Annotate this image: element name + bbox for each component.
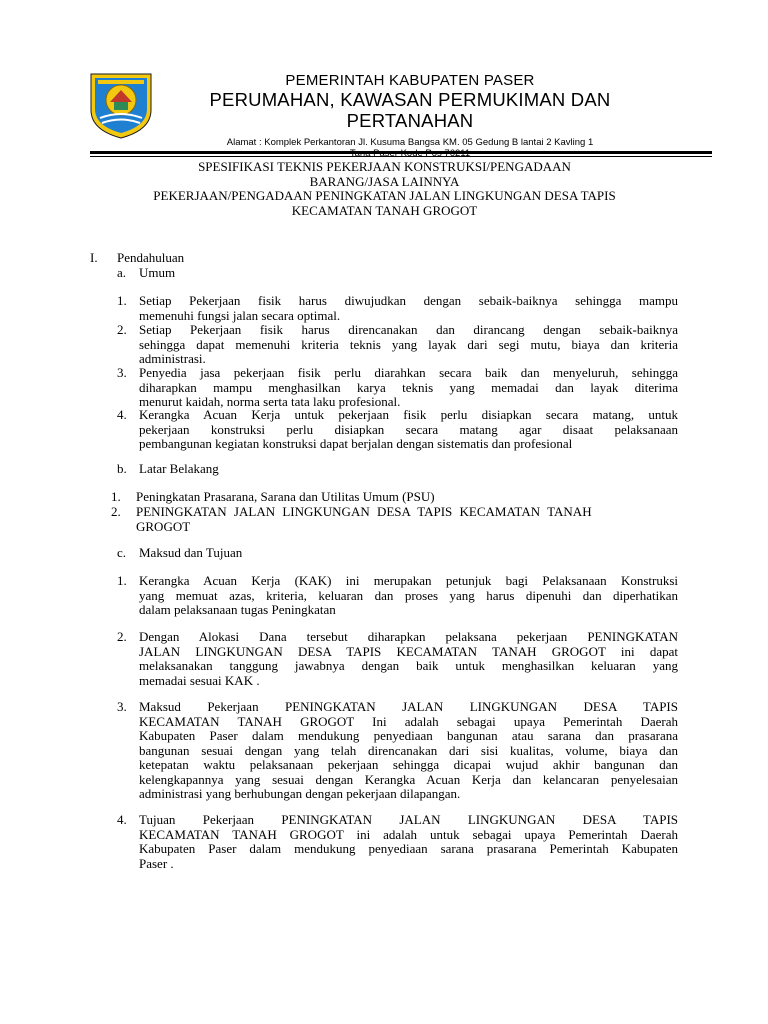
- item-number: 1.: [117, 573, 127, 588]
- item-line: Penyedia jasa pekerjaan fisik perlu diarahkan secara baik dan menyeluruh, sehingga: [139, 365, 678, 380]
- list-item: [139, 700, 678, 802]
- address-line1: Alamat : Komplek Perkantoran Jl. Kusuma Bangsa KM. 05 Gedung B lantai 2 Kavling 1: [226, 137, 594, 148]
- item-number: 4.: [117, 407, 127, 422]
- letterhead-rule-thin: [90, 156, 712, 157]
- section-title: Pendahuluan: [117, 250, 185, 265]
- subsection-a-label: a.: [117, 265, 127, 280]
- list-item: [139, 813, 678, 871]
- title-line1: SPESIFIKASI TEKNIS PEKERJAAN KONSTRUKSI/PENGADAAN: [198, 159, 571, 174]
- item-line: KECAMATAN TANAH GROGOT Ini adalah sebagai upaya Pemerintah Daerah: [139, 713, 678, 729]
- item-line: Paser .: [139, 855, 174, 871]
- item-line: yang memuat azas, kriteria, keluaran dan proses yang harus dipenuhi dan diperhatikan: [139, 587, 678, 603]
- item-line: GROGOT: [136, 518, 191, 534]
- item-line: KECAMATAN TANAH GROGOT ini adalah untuk sebagai upaya Pemerintah Daerah: [139, 826, 678, 842]
- list-item: [139, 574, 678, 618]
- item-line: Kabupaten Paser dalam mendukung penyediaan bangunan atau sarana dan prasarana: [139, 728, 678, 743]
- item-line: Peningkatan Prasarana, Sarana dan Utilitas Umum (PSU): [136, 489, 435, 504]
- document-title: [92, 160, 677, 218]
- item-line: menurut kaidah, norma serta tata laku profesional.: [139, 394, 401, 409]
- letterhead: [170, 72, 650, 159]
- subsection-b-label: b.: [117, 461, 127, 476]
- item-line: Dengan Alokasi Dana tersebut diharapkan pelaksana pekerjaan PENINGKATAN: [139, 629, 678, 644]
- item-number: 2.: [117, 629, 127, 644]
- title-line4: KECAMATAN TANAH GROGOT: [291, 202, 478, 218]
- item-line: administrasi yang berhubungan dengan pekerjaan dilapangan.: [139, 786, 461, 801]
- item-line: dalam pelaksanaan tugas Peningkatan: [139, 602, 336, 617]
- letterhead-rule-thick: [90, 151, 712, 154]
- item-line: melaksanakan tanggung jawabnya dengan baik untuk menghasilkan keluaran yang: [139, 658, 678, 673]
- item-line: Kabupaten Paser dalam mendukung penyediaan sarana prasarana Pemerintah Kabupaten: [139, 841, 678, 856]
- item-line: Kerangka Acuan Kerja untuk pekerjaan fisik perlu disiapkan secara matang, untuk: [139, 407, 678, 422]
- org-name-line2: PERUMAHAN, KAWASAN PERMUKIMAN DAN: [209, 89, 611, 110]
- item-line: sehingga dapat memenuhi kriteria teknis yang layak dari segi mutu, biaya dan kriteria: [139, 336, 678, 352]
- org-name-line1: PEMERINTAH KABUPATEN PASER: [285, 72, 535, 89]
- item-number: 1.: [111, 489, 121, 504]
- item-line: memadai sesuai KAK .: [139, 672, 260, 688]
- list-item: [139, 294, 678, 323]
- org-name-line3: PERTANAHAN: [346, 110, 474, 131]
- item-number: 2.: [117, 322, 127, 337]
- list-item: [139, 630, 678, 688]
- subsection-b-title: Latar Belakang: [139, 461, 219, 476]
- subsection-c-label: c.: [117, 545, 127, 560]
- list-item: [136, 505, 678, 534]
- item-line: Setiap Pekerjaan fisik harus direncanakan dan dirancang dengan sebaik-baiknya: [139, 322, 678, 337]
- list-item: [139, 323, 678, 367]
- regency-coat-of-arms-icon: [88, 70, 154, 140]
- section-number: I.: [90, 250, 98, 265]
- item-line: Maksud Pekerjaan PENINGKATAN JALAN LINGKUNGAN DESA TAPIS: [139, 699, 678, 714]
- item-line: PENINGKATAN JALAN LINGKUNGAN DESA TAPIS KECAMATAN TANAH: [136, 504, 592, 519]
- item-line: kelengkapannya yang sesuai dengan Kerangka Acuan Kerja dan kelancaran penyelesaian: [139, 771, 678, 787]
- item-number: 2.: [111, 504, 121, 519]
- item-line: bangunan sesuai dengan yang telah direncanakan dari sisi kualitas, volume, biaya dan: [139, 742, 678, 758]
- item-line: Setiap Pekerjaan fisik harus diwujudkan dengan sebaik-baiknya sehingga mampu: [139, 293, 678, 308]
- list-item: [139, 408, 678, 452]
- list-item: [139, 366, 678, 410]
- item-line: pembangunan kegiatan konstruksi dapat berjalan dengan sistematis dan profesional: [139, 436, 573, 451]
- item-line: pekerjaan konstruksi perlu disiapkan secara matang agar disaat pelaksanaan: [139, 421, 678, 437]
- item-line: Kerangka Acuan Kerja (KAK) ini merupakan petunjuk bagi Pelaksanaan Konstruksi: [139, 573, 678, 588]
- subsection-a-title: Umum: [139, 265, 176, 280]
- item-line: JALAN LINGKUNGAN DESA TAPIS KECAMATAN TANAH GROGOT ini dapat: [139, 643, 678, 659]
- item-number: 4.: [117, 812, 127, 827]
- item-line: administrasi.: [139, 351, 206, 366]
- item-number: 3.: [117, 699, 127, 714]
- item-line: Tujuan Pekerjaan PENINGKATAN JALAN LINGKUNGAN DESA TAPIS: [139, 812, 678, 827]
- item-number: 3.: [117, 365, 127, 380]
- item-line: memenuhi fungsi jalan secara optimal.: [139, 307, 341, 323]
- list-item: [136, 490, 678, 505]
- item-number: 1.: [117, 293, 127, 308]
- title-line2: BARANG/JASA LAINNYA: [309, 173, 460, 189]
- item-line: ketepatan waktu pelaksanaan pekerjaan sehingga dicapai wujud akhir bangunan dan: [139, 757, 678, 772]
- item-line: diharapkan mampu menghasilkan karya teknis yang memadai dan layak diterima: [139, 379, 678, 395]
- title-line3: PEKERJAAN/PENGADAAN PENINGKATAN JALAN LINGKUNGAN DESA TAPIS: [153, 188, 616, 203]
- subsection-c-title: Maksud dan Tujuan: [139, 545, 243, 560]
